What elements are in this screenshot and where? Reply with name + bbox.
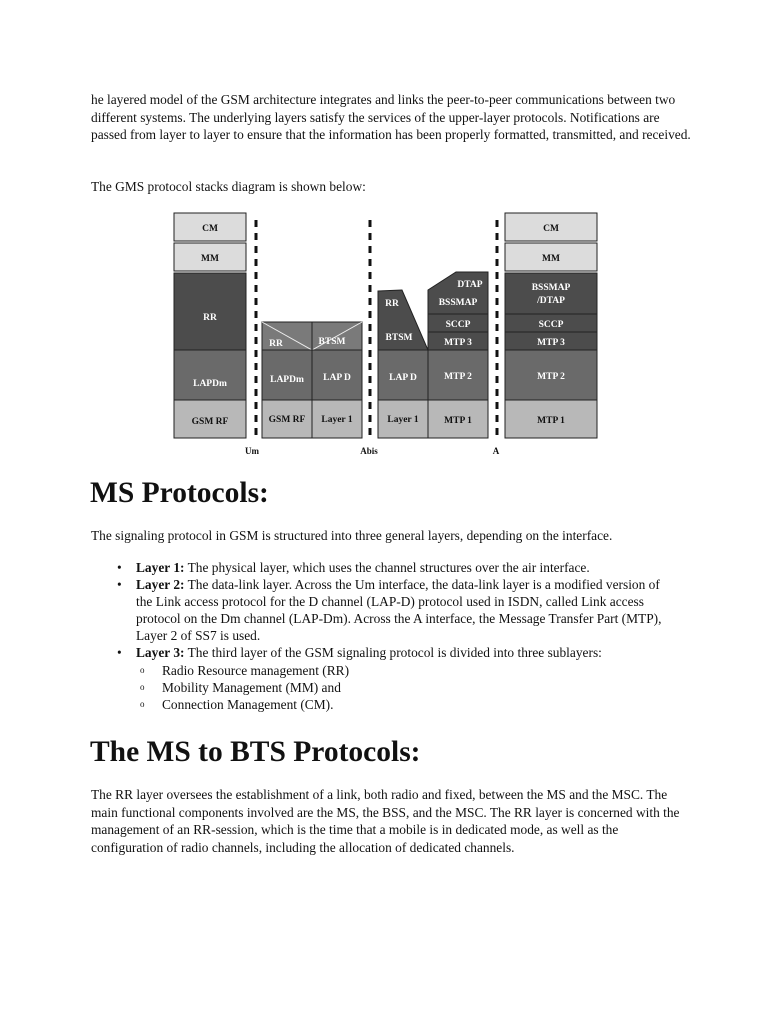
bsc-dtap-label: DTAP bbox=[457, 280, 483, 290]
bsc-bssmap-label: BSSMAP bbox=[438, 298, 478, 308]
bullet-text: The physical layer, which uses the channel structures over the air interface. bbox=[184, 560, 590, 575]
bts-stack bbox=[262, 322, 362, 438]
abis-label: Abis bbox=[360, 446, 378, 456]
diagram-caption: The GMS protocol stacks diagram is shown below: bbox=[91, 179, 366, 194]
bts-rr-label: RR bbox=[269, 339, 283, 349]
list-item bbox=[117, 644, 677, 712]
gsm-protocol-stack-diagram bbox=[170, 208, 602, 458]
bsc-stack bbox=[378, 272, 488, 438]
ms-gsmrf-label: GSM RF bbox=[191, 417, 229, 427]
ms-layer-rr bbox=[174, 273, 246, 350]
ms-protocols-heading: MS Protocols: bbox=[90, 477, 269, 509]
bullet-label: Layer 2: bbox=[136, 577, 185, 593]
bsc-mtp3-label: MTP 3 bbox=[444, 338, 472, 348]
bsc-btsm-label: BTSM bbox=[385, 333, 413, 343]
msc-dtap-label: /DTAP bbox=[537, 296, 565, 306]
bts-gsmrf-label: GSM RF bbox=[268, 415, 306, 425]
bullet-text: The data-link layer. Across the Um interface, the data-link layer is a modified version of the Link access protocol for the D channel (LAP-D) protocol used in ISDN, called Link access protocol on the Dm channel (LAP-Dm). Across the A interface, the Message Transfer Part (MTP), Layer 2 of SS7 is used. bbox=[136, 577, 662, 644]
bullet-label: Layer 3: bbox=[136, 645, 185, 661]
ms-lapdm-label: LAPDm bbox=[193, 379, 227, 389]
ms-rr-label: RR bbox=[203, 313, 217, 323]
um-label: Um bbox=[245, 446, 259, 456]
intro-paragraph: he layered model of the GSM architecture integrates and links the peer-to-peer communications between two different systems. The underlying layers satisfy the services of the upper-layer protocols. Notifications are passed from layer to layer to ensure that the information has been properly formatted, transmitted, and received. bbox=[91, 92, 691, 142]
msc-bssmap-label: BSSMAP bbox=[531, 283, 571, 293]
msc-sccp-label: SCCP bbox=[538, 320, 564, 330]
bsc-layer1-label: Layer 1 bbox=[387, 415, 419, 425]
bullet-text: The third layer of the GSM signaling protocol is divided into three sublayers: bbox=[184, 645, 602, 661]
ms-stack bbox=[174, 213, 246, 438]
list-item bbox=[117, 559, 677, 576]
bsc-lapd-label: LAP D bbox=[389, 373, 417, 383]
bts-btsm-label: BTSM bbox=[318, 337, 346, 347]
sublayer-list bbox=[136, 662, 677, 713]
ms-to-bts-heading: The MS to BTS Protocols: bbox=[90, 736, 421, 768]
sublayer-item: o Connection Management (CM). bbox=[136, 696, 677, 713]
bsc-sccp-label: SCCP bbox=[445, 320, 471, 330]
ms-protocols-intro: The signaling protocol in GSM is structured into three general layers, depending on the interface. bbox=[91, 528, 613, 543]
list-item bbox=[117, 576, 677, 644]
sublayer-item: o Radio Resource management (RR) bbox=[136, 662, 677, 679]
bts-lapd-label: LAP D bbox=[323, 373, 351, 383]
msc-mm-label: MM bbox=[542, 254, 560, 264]
msc-cm-label: CM bbox=[543, 224, 559, 234]
msc-mtp3-label: MTP 3 bbox=[537, 338, 565, 348]
sublayer-item: o Mobility Management (MM) and bbox=[136, 679, 677, 696]
layer-bullet-list bbox=[117, 559, 677, 713]
bts-layer1-label: Layer 1 bbox=[321, 415, 353, 425]
msc-layer-bssmap-dtap bbox=[505, 273, 597, 314]
bts-lapdm-label: LAPDm bbox=[270, 375, 304, 385]
bsc-mtp1-label: MTP 1 bbox=[444, 416, 472, 426]
ms-mm-label: MM bbox=[201, 254, 219, 264]
msc-stack bbox=[505, 213, 597, 438]
bsc-rr-label: RR bbox=[385, 299, 399, 309]
msc-mtp2-label: MTP 2 bbox=[537, 372, 565, 382]
a-label: A bbox=[492, 446, 500, 456]
ms-layer-lapdm bbox=[174, 350, 246, 400]
ms-cm-label: CM bbox=[202, 224, 218, 234]
bullet-label: Layer 1: bbox=[136, 560, 185, 575]
bsc-mtp2-label: MTP 2 bbox=[444, 372, 472, 382]
msc-mtp1-label: MTP 1 bbox=[537, 416, 565, 426]
ms-to-bts-paragraph: The RR layer oversees the establishment of a link, both radio and fixed, between the MS and the MSC. The main functional components involved are the MS, the BSS, and the MSC. The RR layer is concerned with the management of an RR-session, which is the time that a mobile is in dedicated mode, as well as the configuration of radio channels, including the allocation of dedicated channels. bbox=[91, 787, 680, 855]
